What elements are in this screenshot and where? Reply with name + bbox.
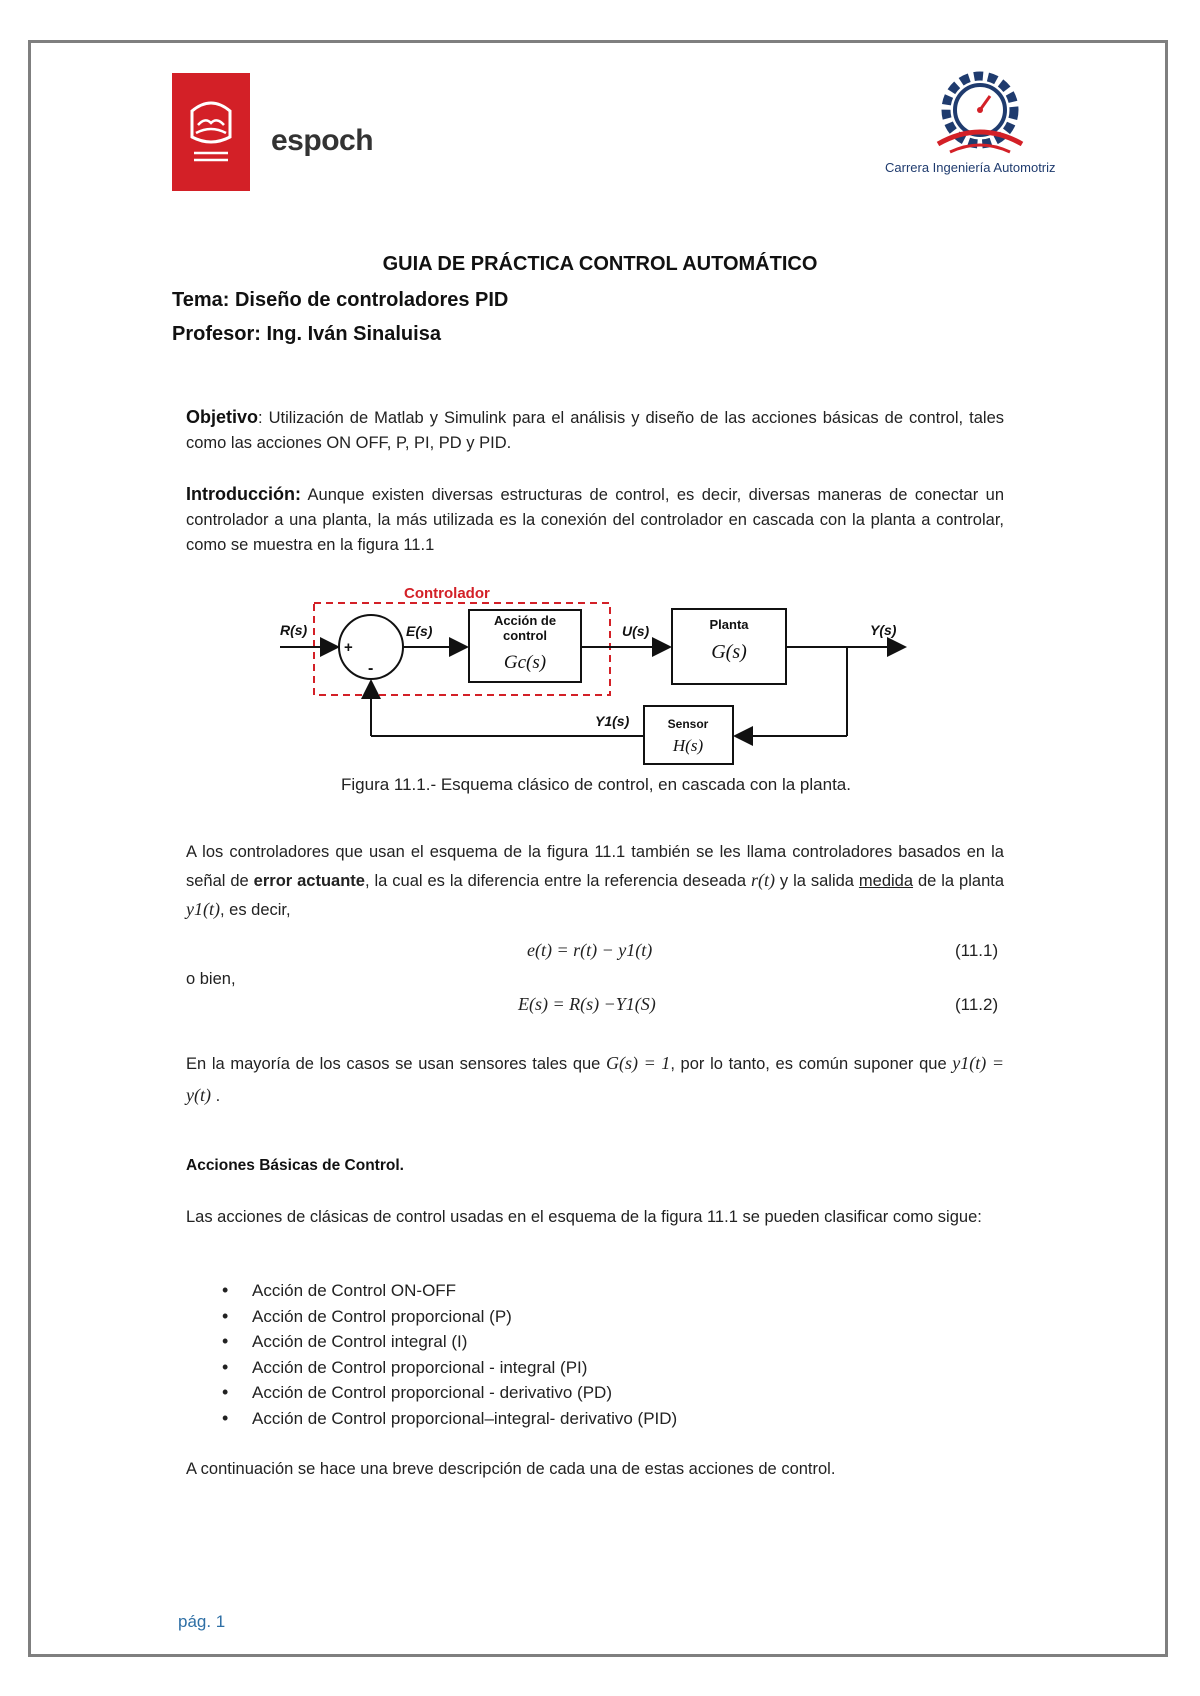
controller-label: Controlador	[404, 585, 490, 602]
medida-underlined: medida	[858, 872, 914, 890]
carrera-logo	[920, 68, 1040, 158]
u-label: U(s)	[622, 623, 650, 639]
sensor-text-2: , por lo tanto, es común suponer que	[670, 1055, 953, 1073]
o-bien-text: o bien,	[186, 970, 236, 988]
carrera-caption: Carrera Ingeniería Automotriz	[885, 160, 1056, 175]
equation-11-2: E(s) = R(s) −Y1(S)	[518, 994, 656, 1014]
profesor-line: Profesor: Ing. Iván Sinaluisa	[172, 323, 441, 345]
plant-title: Planta	[709, 617, 749, 632]
page-title: GUIA DE PRÁCTICA CONTROL AUTOMÁTICO	[382, 253, 818, 275]
espoch-wordmark: espoch	[271, 124, 374, 157]
equation-number-11-2: (11.2)	[955, 995, 999, 1014]
sensor-title: Sensor	[667, 717, 709, 731]
action-line1: Acción de	[493, 613, 557, 628]
error-label: E(s)	[406, 623, 433, 639]
sensor-block	[644, 706, 733, 764]
sensor-transfer-function: H(s)	[672, 736, 704, 755]
acciones-heading: Acciones Básicas de Control.	[186, 1157, 404, 1174]
espoch-logo	[172, 73, 250, 191]
gear-speedometer-icon	[920, 68, 1040, 158]
plant-transfer-function: G(s)	[711, 641, 747, 663]
equation-number-11-1: (11.1)	[955, 941, 999, 960]
block-diagram	[270, 580, 910, 770]
sensor-text-1: En la mayoría de los casos se usan sensores tales que	[186, 1055, 607, 1073]
closing-paragraph: A continuación se hace una breve descripción de cada una de estas acciones de control.	[186, 1460, 836, 1478]
action-line2: control	[502, 628, 548, 643]
objetivo-paragraph	[186, 405, 1004, 456]
introduccion-label: Introducción:	[186, 484, 301, 504]
list-item: • Acción de Control proporcional - integral (PI)	[222, 1355, 677, 1381]
sensor-math-2: y1(t) = y(t)	[186, 1053, 1004, 1105]
acciones-list	[222, 1278, 677, 1432]
error-bold: error actuante	[253, 872, 365, 890]
y1-math: y1(t)	[186, 899, 220, 919]
list-item: • Acción de Control ON-OFF	[222, 1278, 677, 1304]
error-text-1: A los controladores que usan el esquema de la figura 11.1 también se les llama controladores basados en la señal de	[186, 843, 1004, 890]
error-text-2: , la cual es la diferencia entre la referencia deseada	[364, 872, 751, 890]
objetivo-text: : Utilización de Matlab y Simulink para el análisis y diseño de las acciones básicas de control, tales como las acciones ON OFF, P, PI, PD y PID.	[186, 409, 1004, 452]
plus-sign: +	[344, 639, 353, 656]
tema-line: Tema: Diseño de controladores PID	[172, 289, 509, 311]
input-label: R(s)	[280, 622, 308, 638]
introduccion-paragraph	[186, 482, 1004, 558]
list-item: • Acción de Control proporcional–integral- derivativo (PID)	[222, 1406, 677, 1432]
objetivo-label: Objetivo	[186, 407, 259, 427]
output-label: Y(s)	[870, 622, 897, 638]
equation-11-1: e(t) = r(t) − y1(t)	[527, 940, 653, 960]
list-item: • Acción de Control proporcional (P)	[222, 1304, 677, 1330]
action-transfer-function: Gc(s)	[503, 652, 547, 673]
page-number: pág. 1	[178, 1612, 226, 1631]
error-text-4: de la planta	[913, 872, 1005, 890]
minus-sign: -	[368, 660, 374, 677]
error-paragraph	[186, 838, 1004, 924]
acciones-intro: Las acciones de clásicas de control usadas en el esquema de la figura 11.1 se pueden clasificar como sigue:	[186, 1208, 982, 1226]
list-item: • Acción de Control proporcional - derivativo (PD)	[222, 1380, 677, 1406]
sensor-paragraph	[186, 1048, 1004, 1112]
introduccion-text: Aunque existen diversas estructuras de control, es decir, diversas maneras de conectar un controlador a una planta, la más utilizada es la conexión del controlador en cascada con la planta a controlar, como se muestra en la figura 11.1	[186, 486, 1004, 554]
sensor-text-3: .	[210, 1087, 221, 1105]
feedback-label: Y1(s)	[595, 713, 630, 729]
error-text-3: y la salida	[774, 872, 859, 890]
espoch-emblem-icon	[172, 73, 250, 191]
error-text-5: , es decir,	[219, 901, 291, 919]
ref-math: r(t)	[750, 870, 775, 890]
list-item: • Acción de Control integral (I)	[222, 1329, 677, 1355]
figure-caption: Figura 11.1.- Esquema clásico de control, en cascada con la planta.	[341, 775, 851, 794]
sensor-math-1: G(s) = 1	[606, 1053, 671, 1073]
